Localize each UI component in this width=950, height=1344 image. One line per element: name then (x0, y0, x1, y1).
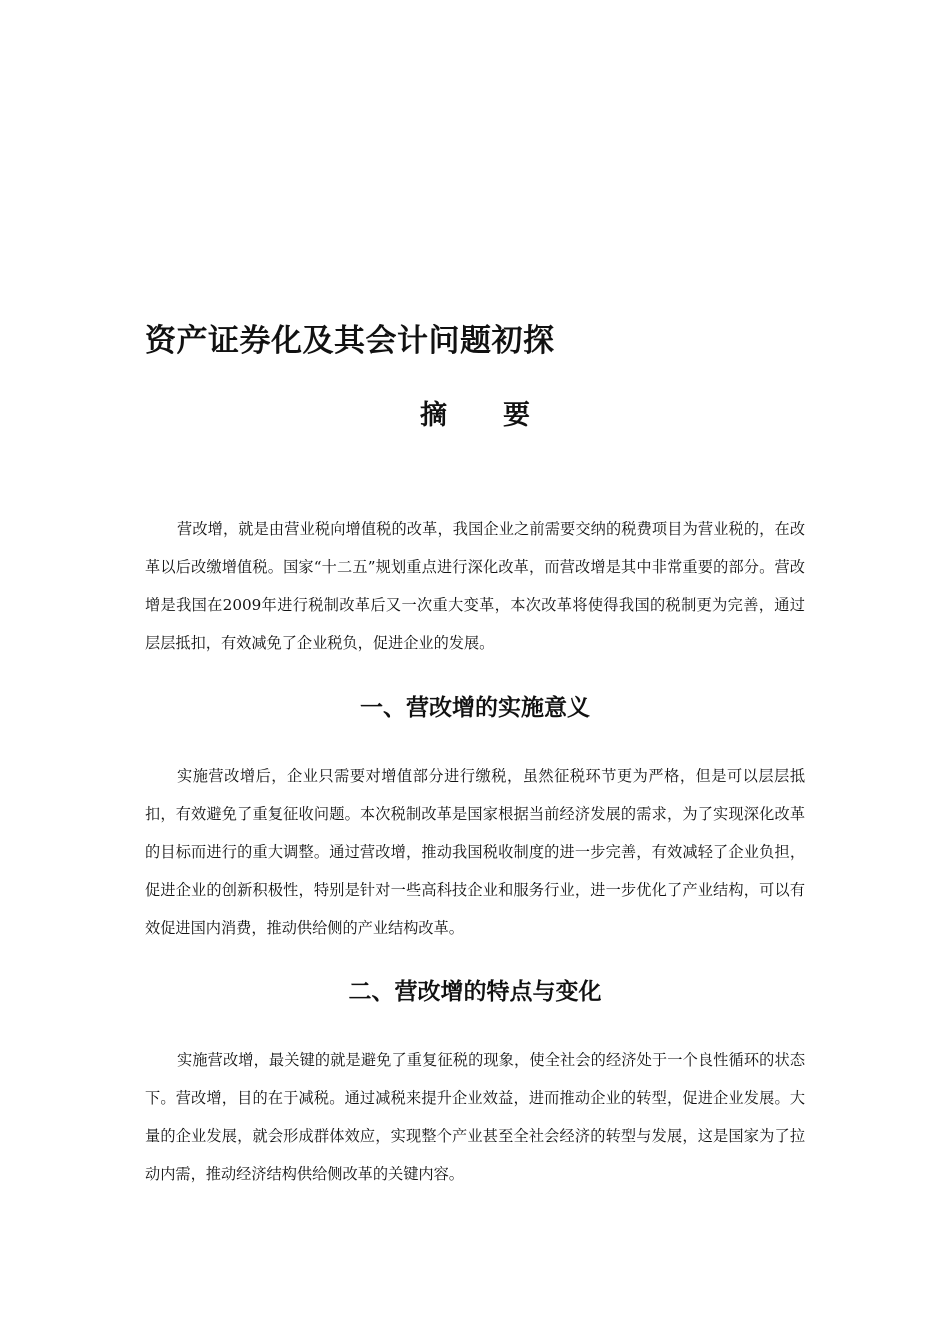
abstract-heading: 摘要 (420, 400, 586, 431)
section-paragraph-1: 实施营改增后，企业只需要对增值部分进行缴税，虽然征税环节更为严格，但是可以层层抵扣，有效避免了重复征收问题。本次税制改革是国家根据当前经济发展的需求，为了实现深化改革的目标而进行的重大调整。通过营改增，推动我国税收制度的进一步完善，有效减轻了企业负担，促进企业的创新积极性，特别是针对一些高科技企业和服务行业，进一步优化了产业结构，可以有效促进国内消费，推动供给侧的产业结构改革。 (145, 767, 805, 937)
section-heading-2: 二、营改增的特点与变化 (348, 979, 602, 1005)
abstract-paragraph: 营改增，就是由营业税向增值税的改革，我国企业之前需要交纳的税费项目为营业税的，在改革以后改缴增值税。国家“十二五”规划重点进行深化改革，而营改增是其中非常重要的部分。营改增是我国在2009年进行税制改革后又一次重大变革，本次改革将使得我国的税制更为完善，通过层层抵扣，有效减免了企业税负，促进企业的发展。 (145, 520, 805, 652)
document-title: 资产证券化及其会计问题初探 (145, 323, 555, 359)
section-paragraph-2: 实施营改增，最关键的就是避免了重复征税的现象，使全社会的经济处于一个良性循环的状态下。营改增，目的在于减税。通过减税来提升企业效益，进而推动企业的转型，促进企业发展。大量的企业发展，就会形成群体效应，实现整个产业甚至全社会经济的转型与发展，这是国家为了拉动内需，推动经济结构供给侧改革的关键内容。 (145, 1051, 805, 1183)
section-heading-1: 一、营改增的实施意义 (360, 695, 590, 721)
